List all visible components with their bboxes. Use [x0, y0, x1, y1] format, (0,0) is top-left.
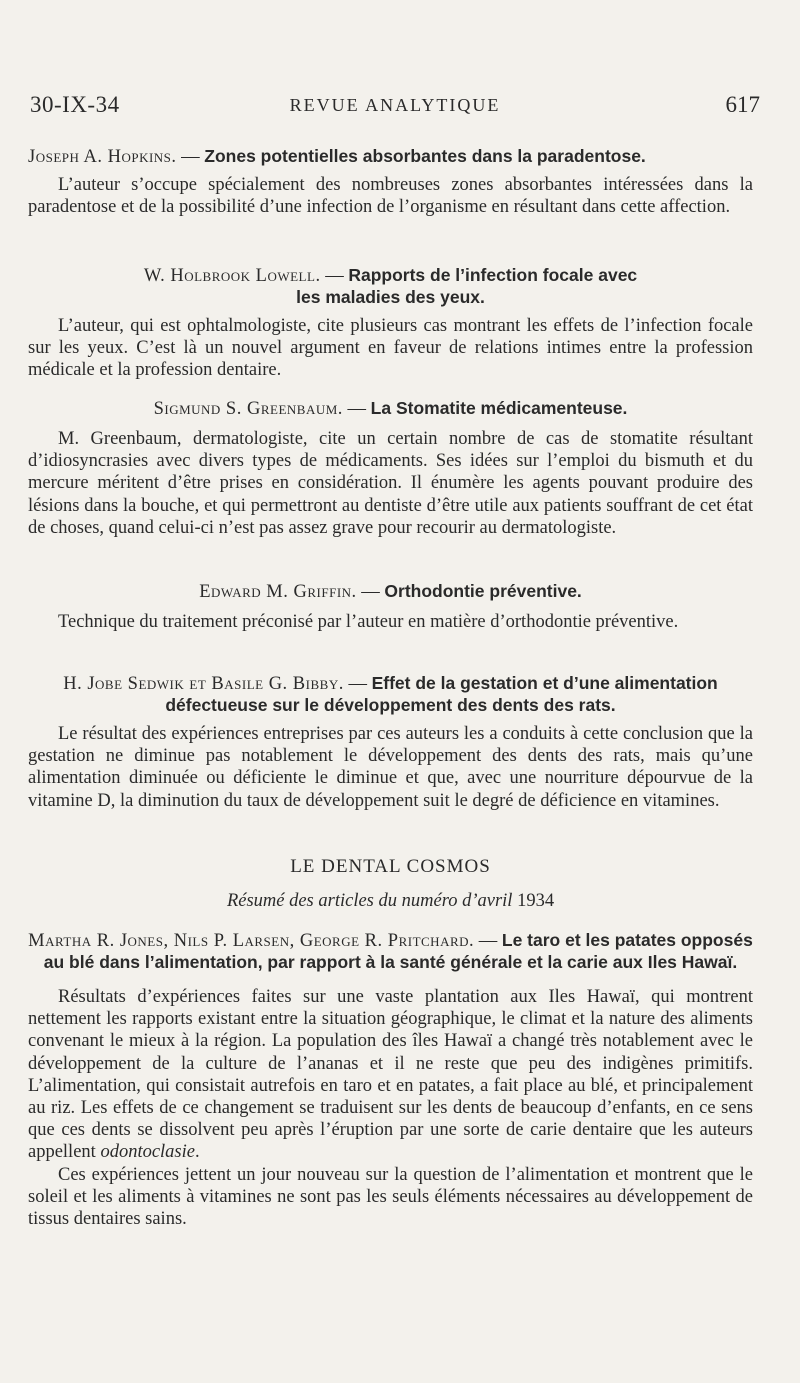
article-body: Technique du traitement préconisé par l’auteur en matière d’orthodontie préventive.: [58, 612, 679, 632]
dash: —: [176, 147, 205, 167]
article-author: Martha R. Jones, Nils P. Larsen, George R. Pritchard.: [28, 931, 475, 951]
section-header: [28, 856, 753, 912]
article-title-line: [28, 673, 753, 717]
article-title-line: [28, 265, 753, 309]
article-author: Sigmund S. Greenbaum.: [153, 399, 343, 419]
dash: —: [343, 674, 372, 694]
article-body: M. Greenbaum, dermatologiste, cite un certain nombre de cas de stomatite résultant d’idiosyncrasies avec divers types de médicaments. Ses idées sur l’emploi du bismuth et du mercure méritent d’être prises en considération. Il énumère les agents pouvant produire des lésions dans la bouche, et qui permettront au dentiste d’être utile aux patients souffrant de cet état de choses, quand celui-ci n’est pas assez grave pour recourir au dermatologiste.: [28, 429, 753, 538]
article-sedwik-bibby: [28, 673, 753, 812]
article-title: La Stomatite médicamenteuse.: [370, 398, 628, 418]
article-title: Effet de la gestation et d’une alimentation défectueuse sur le développement des dents des rats.: [165, 673, 718, 715]
article-greenbaum: [28, 398, 753, 539]
article-title: Le taro et les patates opposés au blé dans l’alimentation, par rapport à la santé générale et la carie aux Iles Hawaï.: [43, 930, 753, 972]
journal-title: REVUE ANALYTIQUE: [289, 95, 501, 115]
article-title-line: [28, 398, 753, 420]
article-body-paragraph-2: Ces expériences jettent un jour nouveau sur la question de l’alimentation et montrent que le soleil et les aliments à vitamines ne sont pas les seuls éléments nécessaires au développement de tissus dentaires sains.: [28, 1164, 753, 1230]
article-griffin: [28, 581, 753, 633]
article-body: L’auteur s’occupe spécialement des nombreuses zones absorbantes intéressées dans la paradentose et de la possibilité d’une infection de l’organisme en résultant dans cette affection.: [28, 175, 753, 218]
article-hopkins: [28, 146, 753, 218]
dash: —: [474, 931, 502, 951]
article-title-line: [28, 146, 753, 168]
body-italic-term: odontoclasie: [100, 1142, 195, 1163]
body-text: Résultats d’expériences faites sur une vaste plantation aux Iles Hawaï, qui montrent nettement les rapports existant entre la situation géographique, le climat et la nature des aliments convenant le mieux à la région. La population des îles Hawaï a changé très notablement avec le développement de la culture de l’ananas et il ne reste que peu des indigènes primitifs. L’alimentation, qui consistait autrefois en taro et en patates, a fait place au blé, et principalement au riz. Les effets de ce changement se traduisent sur les dents de beaucoup d’enfants, en ce sens que ces dents se dissolvent peu après l’éruption par une sorte de carie dentaire que les auteurs appellent: [28, 987, 753, 1163]
dash: —: [320, 266, 349, 286]
article-author: Joseph A. Hopkins.: [28, 147, 177, 167]
running-header: [30, 92, 760, 122]
article-jones-larsen-pritchard: [28, 930, 753, 1230]
article-body-paragraph-1: [28, 986, 753, 1164]
article-title: Orthodontie préventive.: [384, 581, 582, 601]
page-number: 617: [725, 92, 760, 117]
article-author: W. Holbrook Lowell.: [143, 266, 321, 286]
article-body: L’auteur, qui est ophtalmologiste, cite plusieurs cas montrant les effets de l’infection focale sur les yeux. C’est là un nouvel argument en faveur de relations intimes entre la profession médicale et la profession dentaire.: [28, 316, 753, 381]
article-author: H. Jobe Sedwik et Basile G. Bibby.: [63, 674, 344, 694]
dash: —: [356, 582, 385, 602]
article-lowell: [28, 265, 753, 382]
article-author: Edward M. Griffin.: [199, 582, 357, 602]
dash: —: [342, 399, 371, 419]
article-title: Zones potentielles absorbantes dans la paradentose.: [204, 146, 646, 166]
article-body: Le résultat des expériences entreprises par ces auteurs les a conduits à cette conclusion que la gestation ne diminue pas notablement le développement des dents des rats, mais qu’une alimentation diminuée ou déficiente le diminue et que, avec une nourriture dépourvue de la vitamine D, la diminution du taux de développement suit le degré de déficience en vitamines.: [28, 724, 753, 811]
section-heading: LE DENTAL COSMOS: [290, 856, 491, 877]
subtitle-text: Résumé des articles du numéro d’avril: [226, 891, 513, 912]
body-text-end: .: [194, 1142, 200, 1163]
issue-date: 30-IX-34: [30, 92, 120, 117]
subtitle-year: 1934: [517, 891, 555, 912]
article-title-line: [28, 581, 753, 603]
section-subtitle: [28, 890, 753, 912]
article-title: Rapports de l’infection focale avec les maladies des yeux.: [296, 265, 638, 307]
article-title-line: [28, 930, 753, 974]
